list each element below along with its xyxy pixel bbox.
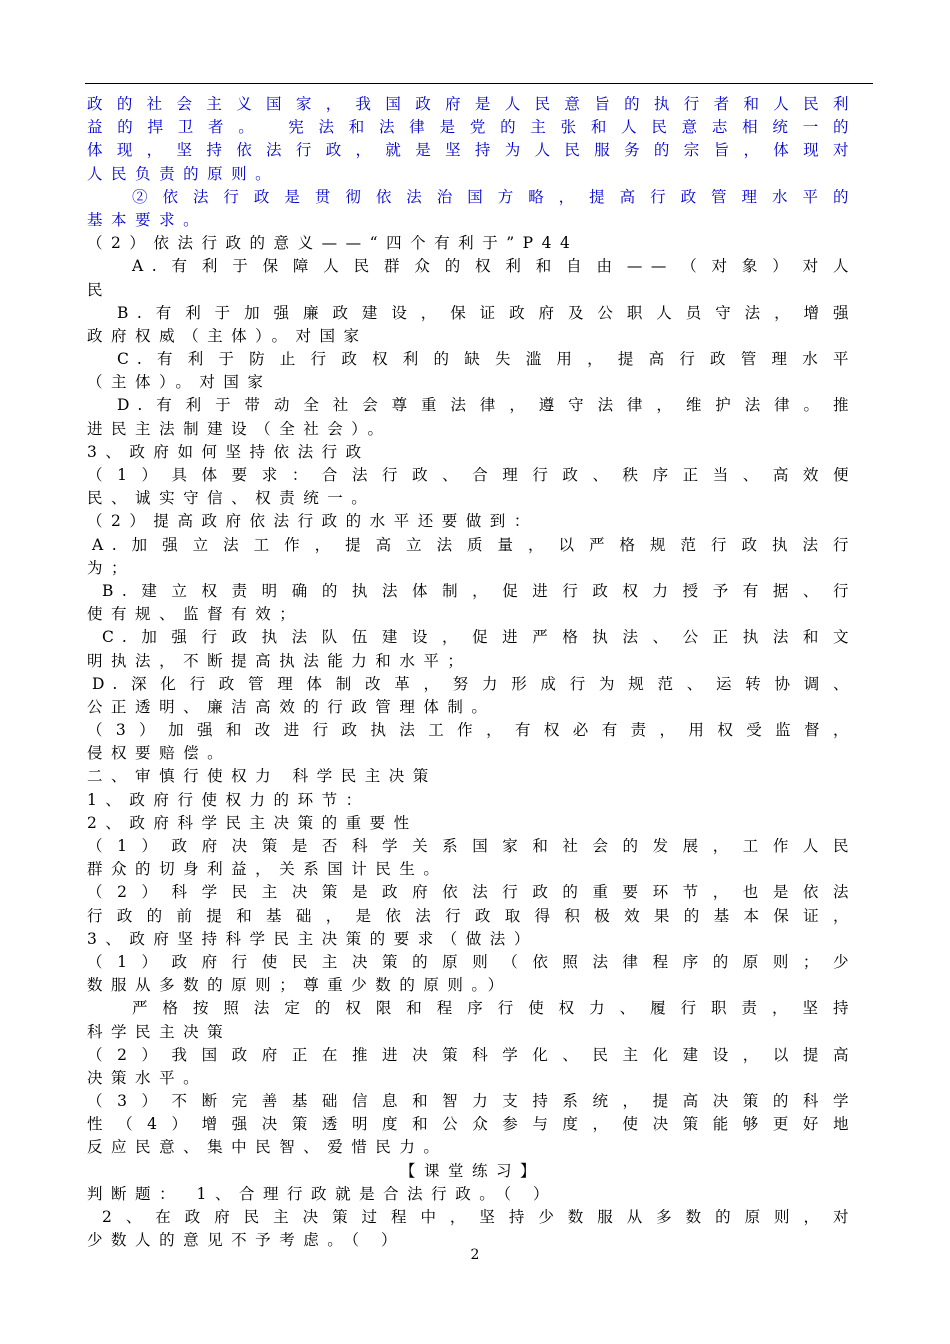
text-line: 判断题： 1、合理行政就是合法行政。（ ） xyxy=(87,1184,557,1203)
header-rule xyxy=(85,83,873,84)
text-line: 【课堂练习】 xyxy=(399,1161,545,1180)
text-line: 决策水平。 xyxy=(87,1068,208,1087)
text-line: 基本要求。 xyxy=(87,210,208,229)
text-line: 严格按照法定的权限和程序行使权力、履行职责，坚持 xyxy=(132,999,857,1018)
text-line: B.建立权责明确的执法体制，促进行政权力授予有据、行 xyxy=(102,581,857,600)
text-line: C.加强行政执法队伍建设，促进严格执法、公正执法和文 xyxy=(102,628,857,647)
document-body xyxy=(87,93,857,1252)
text-line: 公正透明、廉洁高效的行政管理体制。 xyxy=(87,697,496,716)
text-line: （2）科学民主决策是政府依法行政的重要环节，也是依法 xyxy=(87,883,857,902)
text-line: 数服从多数的原则；尊重少数的原则。） xyxy=(87,976,512,995)
text-line: 使有规、监督有效； xyxy=(87,605,304,624)
page-number: 2 xyxy=(470,1247,480,1263)
text-line: 少数人的意见不予考虑。（ ） xyxy=(87,1231,406,1250)
text-line: 性（4）增强决策透明度和公众参与度，使决策能够更好地 xyxy=(87,1115,857,1134)
text-line: （3）不断完善基础信息和智力支持系统，提高决策的科学 xyxy=(87,1092,857,1111)
text-line: 侵权要赔偿。 xyxy=(87,744,232,763)
text-line: 3、政府如何坚持依法行政 xyxy=(87,442,370,461)
text-line: 2、政府科学民主决策的重要性 xyxy=(87,813,418,832)
text-line: 反应民意、集中民智、爱惜民力。 xyxy=(87,1138,448,1157)
text-line: （3）加强和改进行政执法工作，有权必有责，用权受监督， xyxy=(87,721,857,740)
text-line: 民 xyxy=(87,280,112,299)
text-line: 科学民主决策 xyxy=(87,1022,232,1041)
text-line: （1）政府决策是否科学关系国家和社会的发展，工作人民 xyxy=(87,837,857,855)
text-line: A.加强立法工作，提高立法质量，以严格规范行政执法行 xyxy=(92,535,857,554)
text-line: 行政的前提和基础，是依法行政取得积极效果的基本保证， xyxy=(87,906,857,925)
text-line: 政府权威（主体）。对国家 xyxy=(87,326,368,345)
text-line: 二、审慎行使权力 科学民主决策 xyxy=(87,767,437,786)
text-line: 群众的切身利益，关系国计民生。 xyxy=(87,860,448,879)
text-line: 体现，坚持依法行政，就是坚持为人民服务的宗旨，体现对 xyxy=(87,141,857,160)
text-line: 为； xyxy=(87,558,136,577)
text-line: 2、在政府民主决策过程中，坚持少数服从多数的原则，对 xyxy=(102,1208,857,1226)
text-line: （1）具体要求：合法行政、合理行政、秩序正当、高效便 xyxy=(87,466,857,484)
text-line: ②依法行政是贯彻依法治国方略，提高行政管理水平的 xyxy=(132,187,857,206)
text-line: 人民负责的原则。 xyxy=(87,164,280,183)
text-line: 3、政府坚持科学民主决策的要求（做法） xyxy=(87,929,538,948)
text-line: C.有利于防止行政权利的缺失滥用，提高行政管理水平 xyxy=(117,350,857,369)
text-line: D.深化行政管理体制改革，努力形成行为规范、运转协调、 xyxy=(92,674,857,693)
text-line: （2）依法行政的意义——“四个有利于”P44 xyxy=(87,234,579,253)
text-line: （2）提高政府依法行政的水平还要做到： xyxy=(87,512,538,531)
text-line: 政的社会主义国家，我国政府是人民意旨的执行者和人民利 xyxy=(87,95,857,113)
text-line: A.有利于保障人民群众的权利和自由——（对象）对人 xyxy=(132,257,857,276)
text-line: 进民主法制建设（全社会）。 xyxy=(87,419,392,438)
text-line: 1、政府行使权力的环节： xyxy=(87,790,370,809)
text-line: 民、诚实守信、权责统一。 xyxy=(87,489,376,508)
text-line: （1）政府行使民主决策的原则（依照法律程序的原则；少 xyxy=(87,952,857,971)
text-line: （主体）。对国家 xyxy=(87,373,272,392)
text-line: D.有利于带动全社会尊重法律，遵守法律，维护法律。推 xyxy=(117,396,857,415)
text-line: 益的捍卫者。 宪法和法律是党的主张和人民意志相统一的 xyxy=(87,118,857,137)
text-line: （2）我国政府正在推进决策科学化、民主化建设，以提高 xyxy=(87,1045,857,1064)
text-line: 明执法，不断提高执法能力和水平； xyxy=(87,651,472,670)
text-line: B.有利于加强廉政建设，保证政府及公职人员守法，增强 xyxy=(117,303,857,322)
